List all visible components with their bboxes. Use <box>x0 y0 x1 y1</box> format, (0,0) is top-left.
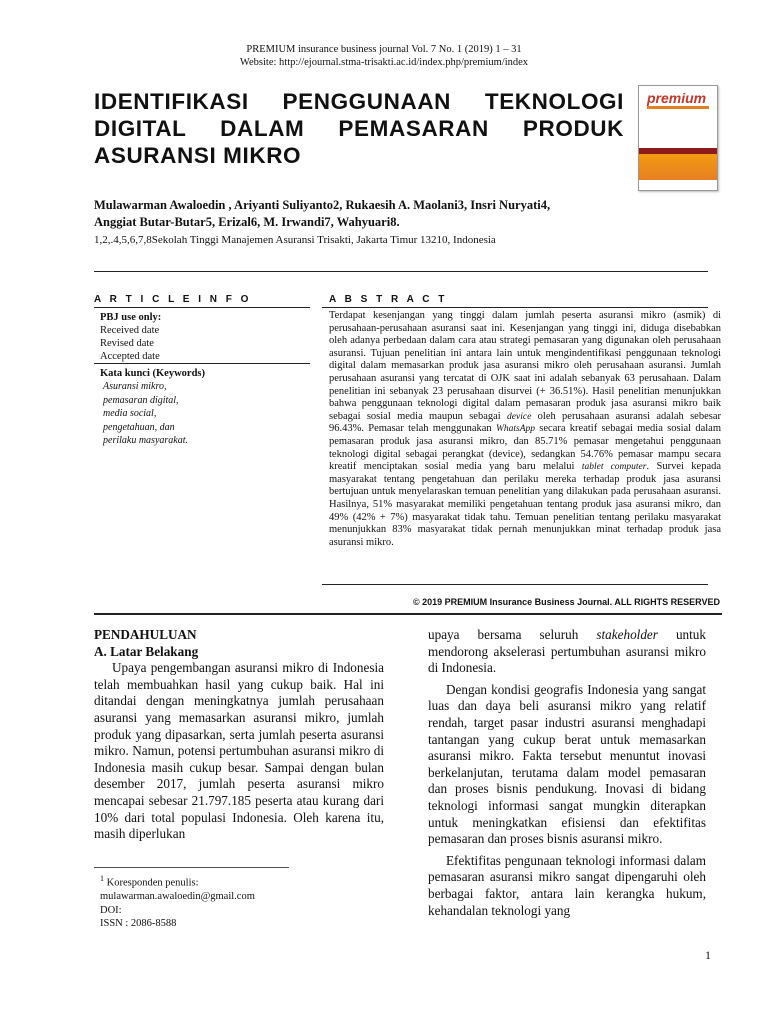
title-line-2: DIGITAL DALAM PEMASARAN PRODUK <box>94 116 624 141</box>
keywords-block <box>100 367 310 448</box>
abstract-bottom-rule <box>322 584 708 585</box>
journal-citation: PREMIUM insurance business journal Vol. 7 No. 1 (2019) 1 – 31 <box>246 44 522 55</box>
footnote-doi: DOI: <box>100 904 122 916</box>
footnote-rule <box>94 867 289 868</box>
logo-underline <box>647 106 709 109</box>
left-column <box>94 627 384 843</box>
page-number: 1 <box>705 948 711 962</box>
article-info-heading: A R T I C L E I N F O <box>94 294 252 305</box>
author-list <box>94 197 694 231</box>
journal-logo: premium <box>647 90 707 106</box>
body-paragraph-continued: upaya bersama seluruh stakeholder untuk mendorong akselerasi pertumbuhan asuransi mikro di Indonesia. <box>428 627 706 676</box>
section-title: PENDAHULUAN <box>94 627 197 642</box>
abstract-heading: A B S T R A C T <box>329 294 448 305</box>
keyword-1: Asuransi mikro, <box>103 381 167 392</box>
journal-cover-image <box>638 85 718 191</box>
keyword-2: pemasaran digital, <box>103 394 179 406</box>
right-column <box>428 627 706 919</box>
abstract-em-whatsapp: WhatsApp <box>495 424 536 435</box>
abstract-em-tablet: tablet computer <box>581 462 647 473</box>
subsection-title: A. Latar Belakang <box>94 643 199 659</box>
body-paragraph-2: Dengan kondisi geografis Indonesia yang sangat luas dan daya beli asuransi mikro yang relatif rendah, target pasar industri asuransi menghadapi tantangan yang cukup berat untuk memasarkan asuransi mikro. Fakta tersebut menuntut inovasi berkelanjutan, terutama dalam model pemasaran dan proses bisnis pendukung. Inovasi di bidang teknologi informasi sangat mungkin diterapkan untuk meningkatkan efisiensi dan efektifitas pemasaran dan proses bisnis asuransi mikro. <box>428 681 706 847</box>
footnote-correspondent: $^1$ Koresponden penulis: <box>100 874 199 889</box>
keywords-label: Kata kunci (Keywords) <box>100 368 205 379</box>
journal-header <box>0 43 768 69</box>
body-paragraph-1: Upaya pengembangan asuransi mikro di Indonesia telah membuahkan hasil yang cukup baik. Hal ini ditandai dengan meningkatnya jumlah perusahaan asuransi yang memasarkan asuransi mikro, jumlah produk yang dipasarkan, serta jumlah peserta asuransi mikro. Namun, potensi pertumbuhan asuransi mikro di Indonesia masih cukup besar. Sampai dengan bulan desember 2017, jumlah peserta asuransi mikro mencapai sebesar 21.797.185 peserta atau kurang dari 10% dari total populasi Indonesia. Oleh karena itu, masih diperlukan <box>94 660 384 842</box>
accepted-date: Accepted date <box>100 351 160 362</box>
article-info-block <box>100 311 310 363</box>
revised-date: Revised date <box>100 338 154 349</box>
received-date: Received date <box>100 325 160 336</box>
copyright-divider <box>94 613 722 615</box>
article-info-rule <box>94 307 310 308</box>
abstract-text: Terdapat kesenjangan yang tinggi dalam jumlah peserta asuransi mikro (asmik) di perusahaan-perusahaan asuransi saat ini. Kesenjangan yang tinggi ini, diduga disebabkan oleh adanya perbedaan dalam cara atau strategi pemasaran yang digunakan oleh perusahaan asuransi. Tujuan penelitian ini antara lain untuk mengindentifikasi penggunaan teknologi digital dalam memasarkan produk jasa asuransi mikro oleh perusahaan asuransi. Jumlah perusahaan asuransi yang tercatat di OJK saat ini adalah sebanyak 63 perusahaan. Dalam penelitian ini sebanyak 23 perusahaan disurvei (+ 36.51%). Hasil penelitian menunjukkan bahwa penggunaan teknologi digital dalam pemasaran produk jasa asuransi mikro baik sebagai sosial media maupun sebagai device oleh perusahaan asuransi adalah sebesar 96.43%. Pemasar telah menggunakan WhatsApp secara kreatif sebagai media sosial dalam pemasaran produk jasa asuransi mikro, dan 85.71% pemasar mengetahui penggunaan teknologi digital sebagai perangkat (device), sedangkan 54.76% pemasar mampu secara kreatif menciptakan sosial media yang baru melalui tablet computer. Survei kepada masyarakat tentang pengetahuan dan perilaku mereka terhadap produk jasa asuransi bertujuan untuk menyelaraskan temuan penelitian yang dilakukan pada perusahaan asuransi. Hasilnya, 51% masyarakat memiliki pengetahuan tentang produk jasa asuransi mikro, dan 49% (42% + 7%) masyarakat tidak tahu. Temuan penelitian tentang perilaku masyarakat menunjukkan 83% masyarakat tidak pernah menunjukkan minat terhadap produk jasa asuransi mikro. <box>329 310 722 548</box>
abstract-rule <box>322 307 708 308</box>
author-line-1: Mulawarman Awaloedin , Ariyanti Suliyanto2, Rukaesih A. Maolani3, Insri Nuryati4, <box>94 198 551 212</box>
abstract-em-device: device <box>507 411 532 422</box>
footnote-email: mulawarman.awaloedin@gmail.com <box>100 891 255 902</box>
title-line-1: IDENTIFIKASI PENGGUNAAN TEKNOLOGI <box>94 89 624 114</box>
journal-website: Website: http://ejournal.stma-trisakti.ac.id/index.php/premium/index <box>239 57 529 68</box>
header-divider <box>94 271 708 272</box>
footnote-issn: ISSN : 2086-8588 <box>100 918 177 929</box>
author-line-2: Anggiat Butar-Butar5, Erizal6, M. Irwandi7, Wahyuari8. <box>94 215 400 229</box>
body-paragraph-3: Efektifitas pengunaan teknologi informasi dalam pemasaran asuransi mikro sangat dipengaruhi oleh berbagai faktor, antara lain kerangka hukum, kehandalan teknologi yang <box>428 852 706 918</box>
affiliation: 1,2,.4,5,6,7,8Sekolah Tinggi Manajemen Asuransi Trisakti, Jakarta Timur 13210, Indonesia <box>94 234 496 246</box>
copyright-notice: © 2019 PREMIUM Insurance Business Journal. ALL RIGHTS RESERVED <box>412 597 720 607</box>
footnote-mark: 1 <box>100 874 104 883</box>
keyword-4: pengetahuan, dan <box>103 421 175 433</box>
title-line-3: ASURANSI MIKRO <box>94 143 302 168</box>
keywords-rule <box>94 363 310 364</box>
article-title <box>94 88 624 169</box>
cover-band <box>639 154 717 180</box>
keyword-3: media social, <box>103 408 157 419</box>
footnote <box>100 872 390 931</box>
pbj-label: PBJ use only: <box>100 312 162 323</box>
keyword-5: perilaku masyarakat. <box>103 435 188 446</box>
em-stakeholder: stakeholder <box>596 627 658 642</box>
